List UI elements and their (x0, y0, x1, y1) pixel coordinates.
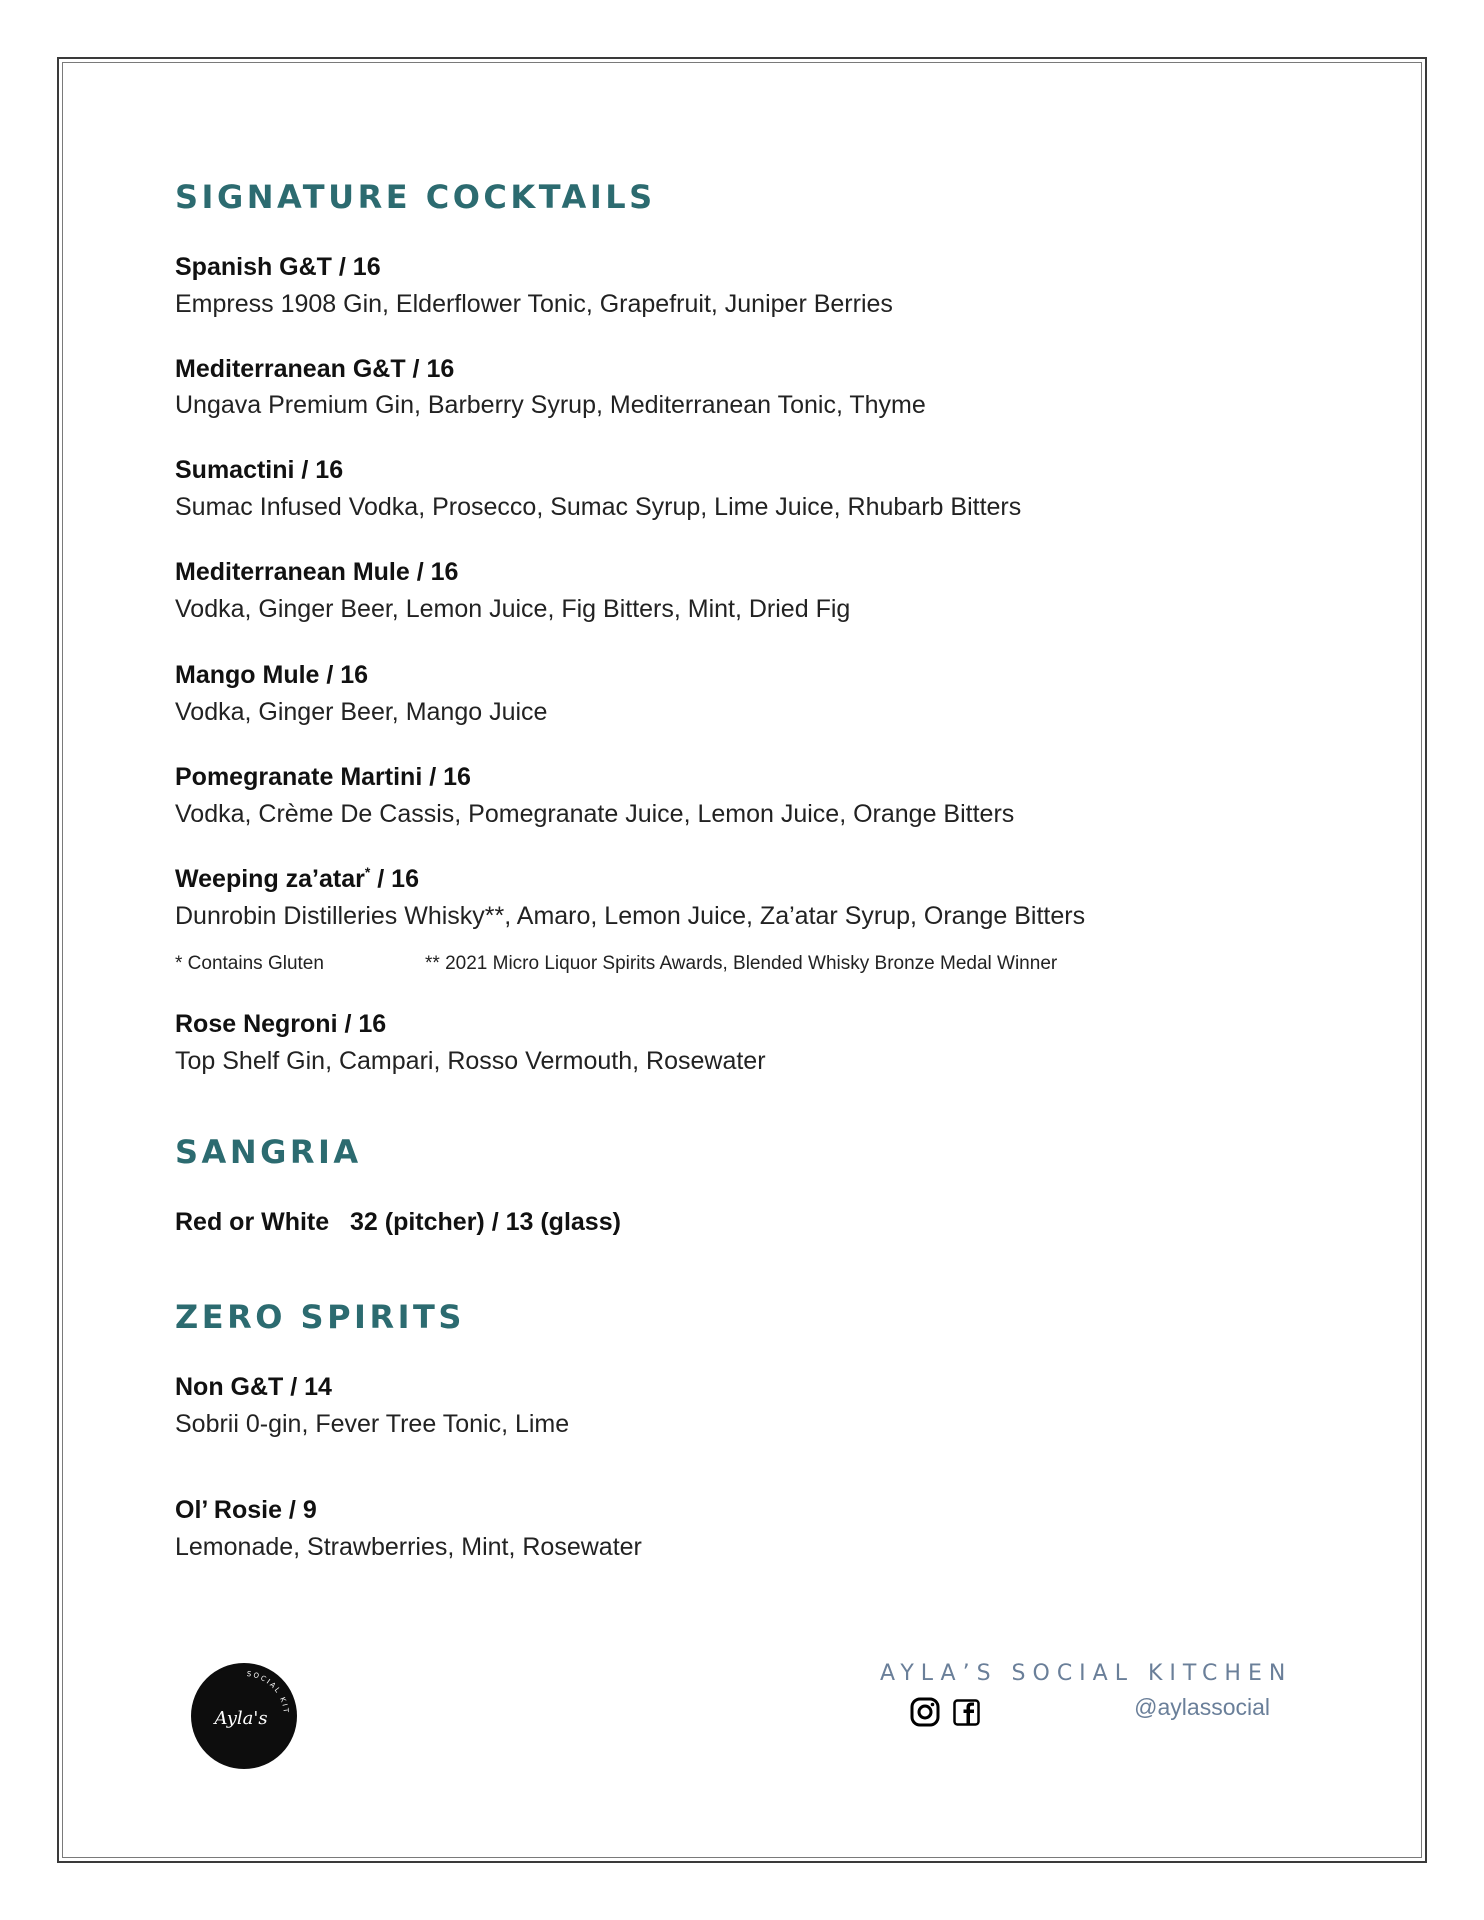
brand-name: AYLA’S SOCIAL KITCHEN (880, 1661, 1293, 1686)
item-description: Empress 1908 Gin, Elderflower Tonic, Grapefruit, Juniper Berries (175, 290, 893, 318)
item-name: Rose Negroni / 16 (175, 1010, 387, 1038)
item-description: Dunrobin Distilleries Whisky**, Amaro, Lemon Juice, Za’atar Syrup, Orange Bitters (175, 902, 1086, 930)
item-name: Non G&T / 14 (175, 1373, 332, 1401)
logo-ring-text: SOCIAL KIT (246, 1670, 291, 1715)
item-name-main: Weeping za’atar (175, 865, 365, 893)
sangria-price-line: Red or White 32 (pitcher) / 13 (glass) (175, 1208, 621, 1236)
item-description: Top Shelf Gin, Campari, Rosso Vermouth, Rosewater (175, 1047, 766, 1075)
item-description: Sumac Infused Vodka, Prosecco, Sumac Syrup, Lime Juice, Rhubarb Bitters (175, 493, 1022, 521)
item-description: Sobrii 0-gin, Fever Tree Tonic, Lime (175, 1410, 570, 1438)
item-name: Mediterranean Mule / 16 (175, 558, 459, 586)
item-name (175, 865, 419, 894)
item-name: Pomegranate Martini / 16 (175, 763, 471, 791)
item-description: Vodka, Crème De Cassis, Pomegranate Juice, Lemon Juice, Orange Bitters (175, 800, 1015, 828)
footnote-award: ** 2021 Micro Liquor Spirits Awards, Blended Whisky Bronze Medal Winner (425, 953, 1058, 974)
ayla-logo (191, 1663, 297, 1769)
facebook-icon[interactable] (953, 1699, 980, 1731)
item-name: Mango Mule / 16 (175, 661, 369, 689)
item-name: Spanish G&T / 16 (175, 253, 381, 281)
instagram-icon[interactable] (910, 1697, 940, 1732)
gluten-footnote-mark: * (364, 864, 371, 880)
item-name: Sumactini / 16 (175, 456, 344, 484)
item-price: / 16 (370, 865, 419, 893)
footnote-gluten: * Contains Gluten (175, 953, 324, 974)
item-description: Ungava Premium Gin, Barberry Syrup, Mediterranean Tonic, Thyme (175, 391, 926, 419)
item-name: Mediterranean G&T / 16 (175, 355, 455, 383)
item-description: Vodka, Ginger Beer, Mango Juice (175, 698, 548, 726)
section-title-zero-spirits: ZERO SPIRITS (175, 1298, 465, 1336)
ayla-logo-graphic (191, 1663, 297, 1769)
logo-script: Ayla's (214, 1708, 268, 1729)
item-description: Lemonade, Strawberries, Mint, Rosewater (175, 1533, 642, 1561)
section-title-signature-cocktails: SIGNATURE COCKTAILS (175, 178, 656, 216)
item-description: Vodka, Ginger Beer, Lemon Juice, Fig Bitters, Mint, Dried Fig (175, 595, 851, 623)
section-title-sangria: SANGRIA (175, 1133, 362, 1171)
social-handle[interactable]: @aylassocial (1134, 1694, 1270, 1720)
item-name: Ol’ Rosie / 9 (175, 1496, 317, 1524)
